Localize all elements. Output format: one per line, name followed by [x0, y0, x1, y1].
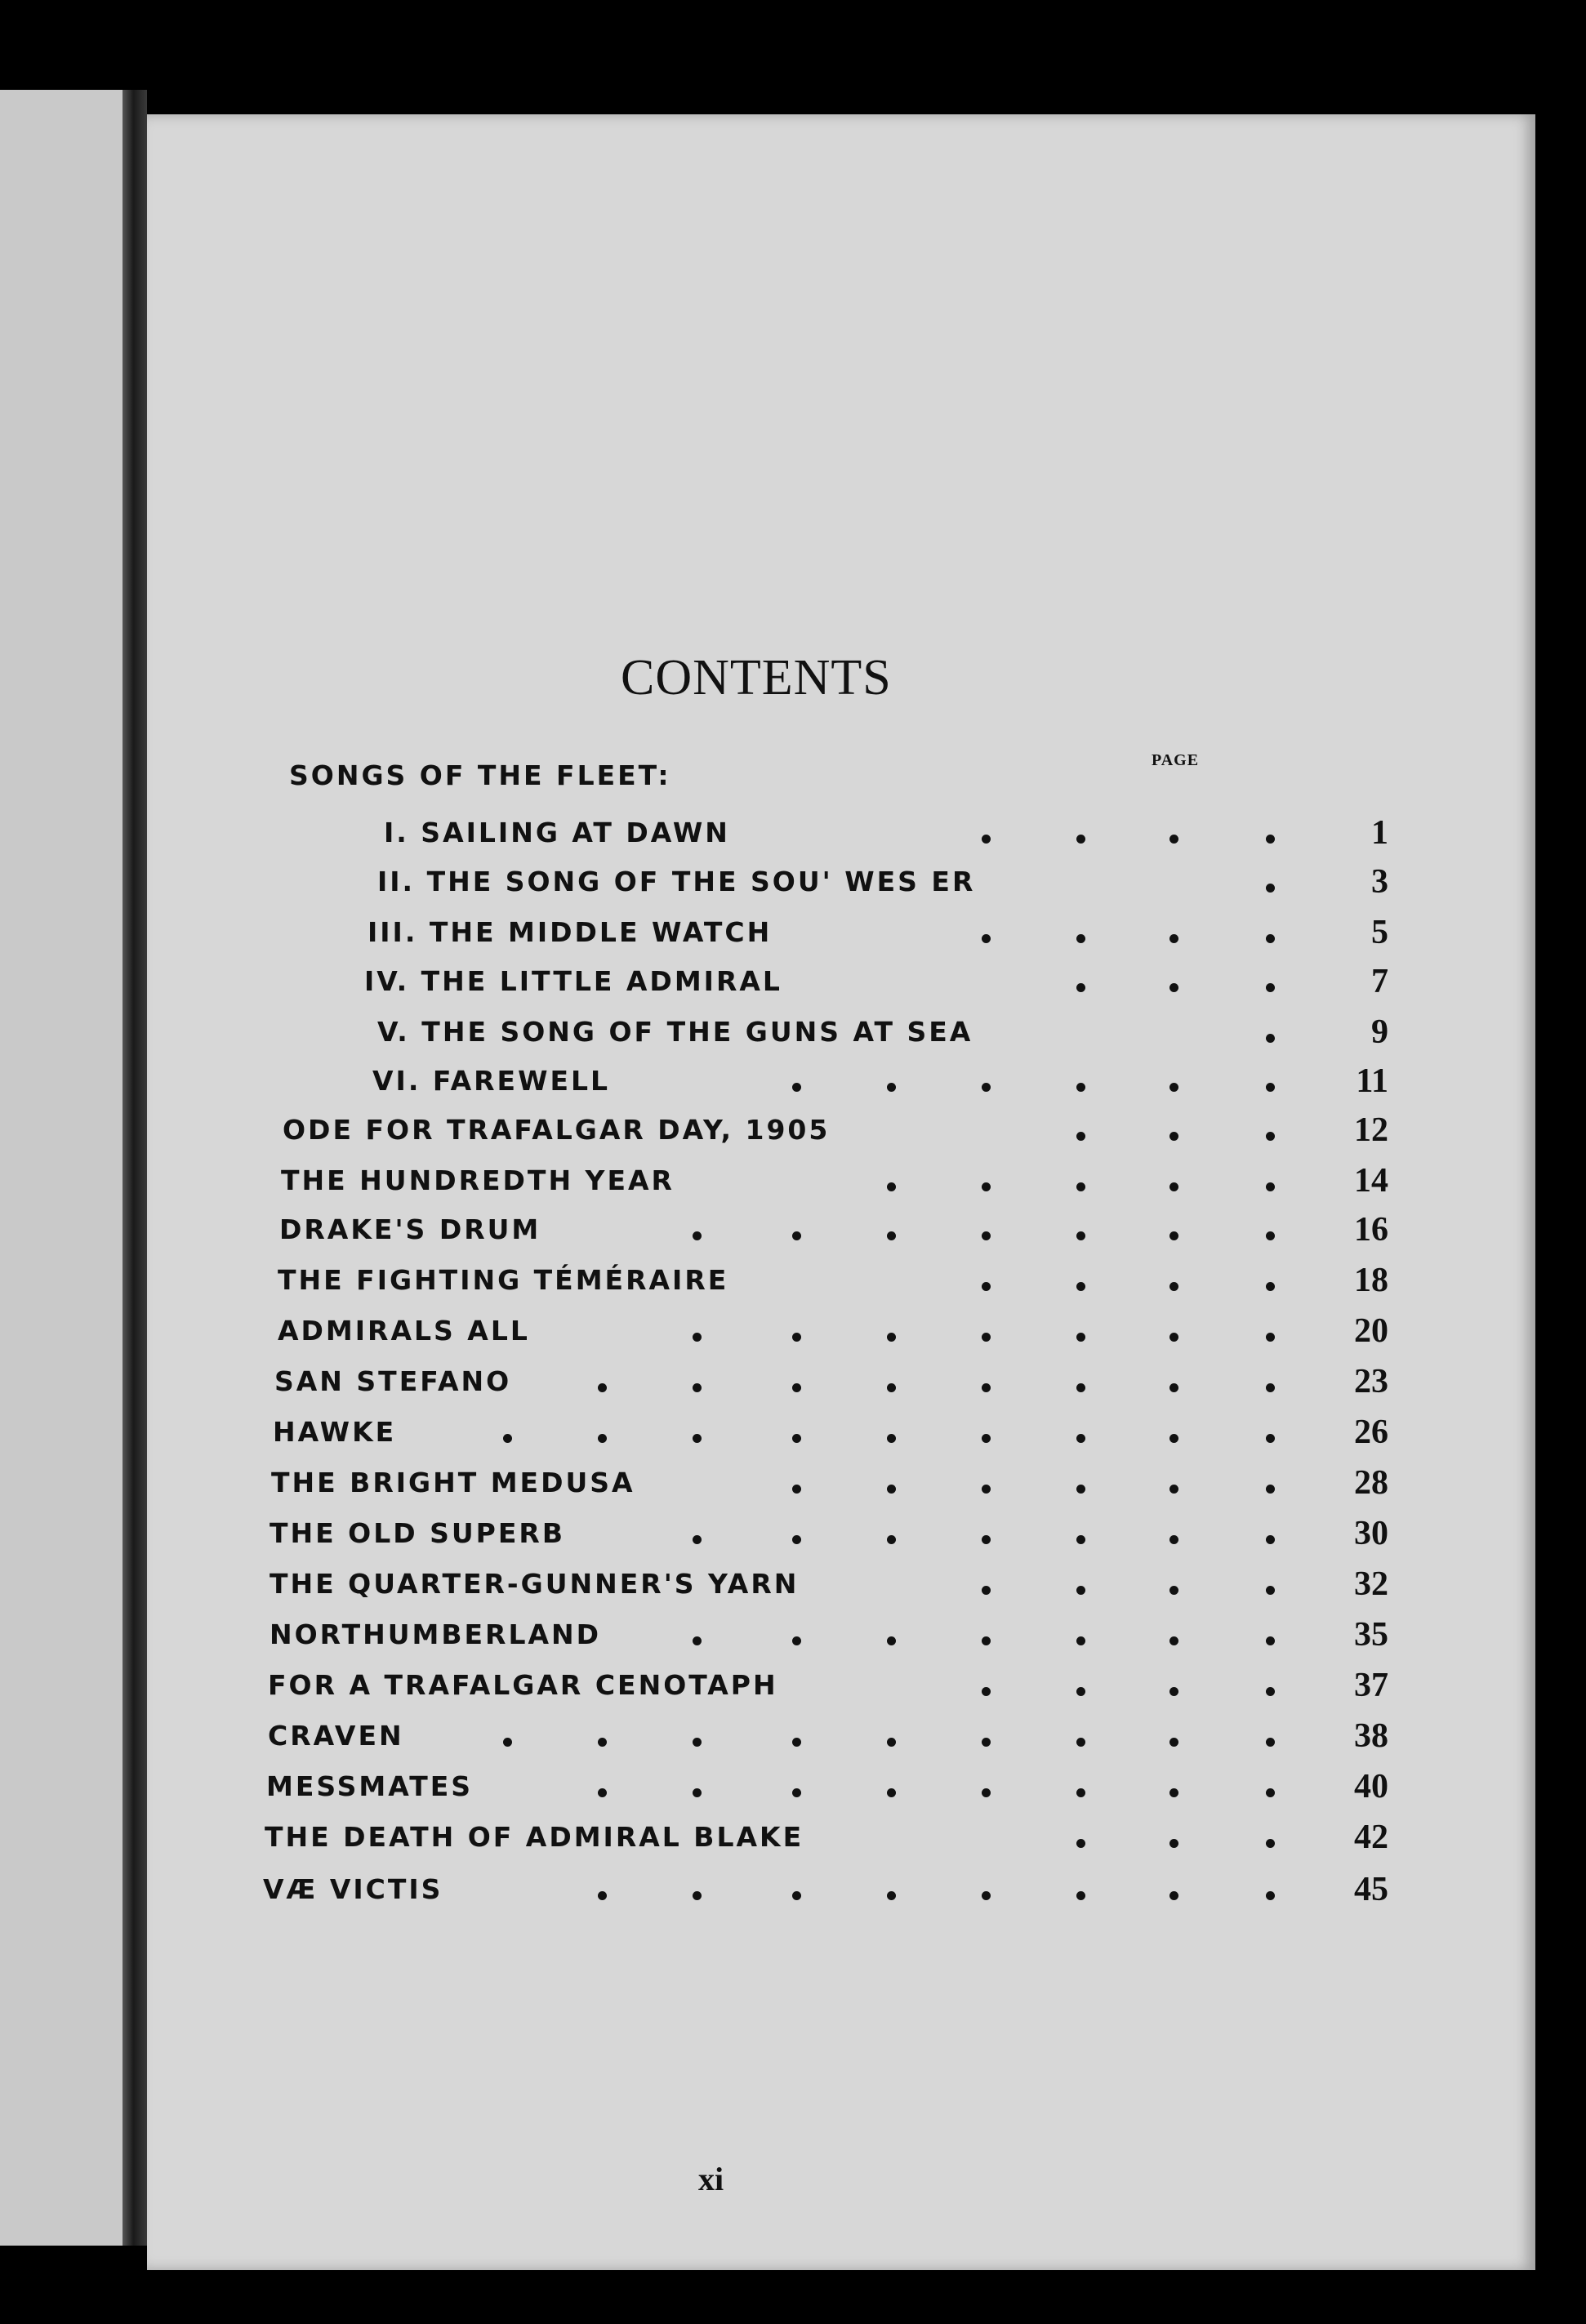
leader-dot — [1266, 1586, 1275, 1595]
leader-dot — [1076, 934, 1085, 943]
toc-entry — [147, 916, 1388, 962]
leader-dot — [1266, 1535, 1275, 1544]
book-spine — [123, 90, 147, 2246]
leader-dot — [887, 1231, 896, 1240]
leader-dot — [982, 1738, 991, 1747]
leader-dot — [693, 1891, 702, 1900]
toc-entry-title: DRAKE'S DRUM — [279, 1213, 541, 1245]
toc-entry-page: 32 — [1354, 1565, 1388, 1603]
leader-dot — [982, 1586, 991, 1595]
toc-entry-page: 30 — [1354, 1515, 1388, 1552]
leader-dot — [1076, 835, 1085, 844]
toc-entry-title: ADMIRALS ALL — [278, 1315, 530, 1347]
leader-dot — [982, 1485, 991, 1494]
leader-dot — [887, 1182, 896, 1191]
dot-leader — [147, 1065, 1388, 1111]
leader-dot — [693, 1636, 702, 1645]
contents-page — [147, 114, 1535, 2270]
leader-dot — [1266, 1282, 1275, 1291]
leader-dot — [1169, 1788, 1178, 1797]
leader-dot — [792, 1434, 801, 1443]
toc-entry-title: HAWKE — [273, 1416, 397, 1448]
leader-dot — [1076, 1083, 1085, 1092]
toc-entry-page: 7 — [1371, 963, 1388, 1000]
toc-entry-page: 37 — [1354, 1667, 1388, 1704]
leader-dot — [1266, 1434, 1275, 1443]
leader-dot — [1169, 1891, 1178, 1900]
leader-dot — [1266, 1839, 1275, 1848]
toc-entry-title: III. THE MIDDLE WATCH — [368, 916, 773, 948]
leader-dot — [1076, 1636, 1085, 1645]
leader-dot — [887, 1333, 896, 1342]
toc-entry — [147, 965, 1388, 1011]
leader-dot — [982, 1891, 991, 1900]
leader-dot — [693, 1535, 702, 1544]
toc-entry-page: 28 — [1354, 1464, 1388, 1502]
leader-dot — [792, 1485, 801, 1494]
leader-dot — [792, 1535, 801, 1544]
leader-dot — [1169, 1182, 1178, 1191]
leader-dot — [1076, 1687, 1085, 1696]
leader-dot — [598, 1891, 607, 1900]
leader-dot — [1076, 1231, 1085, 1240]
leader-dot — [887, 1636, 896, 1645]
toc-entry-title: IV. THE LITTLE ADMIRAL — [364, 965, 782, 997]
leader-dot — [887, 1485, 896, 1494]
toc-entry-title: SAN STEFANO — [274, 1365, 512, 1397]
leader-dot — [1266, 1738, 1275, 1747]
leader-dot — [1266, 835, 1275, 844]
leader-dot — [1076, 1586, 1085, 1595]
leader-dot — [887, 1788, 896, 1797]
leader-dot — [792, 1231, 801, 1240]
page-title: CONTENTS — [621, 650, 892, 706]
leader-dot — [887, 1535, 896, 1544]
toc-entry-page: 9 — [1371, 1013, 1388, 1051]
leader-dot — [1169, 1586, 1178, 1595]
toc-entry — [147, 1111, 1388, 1160]
leader-dot — [887, 1434, 896, 1443]
leader-dot — [1266, 1636, 1275, 1645]
leader-dot — [1076, 1839, 1085, 1848]
leader-dot — [693, 1383, 702, 1392]
leader-dot — [1076, 983, 1085, 992]
leader-dot — [1169, 934, 1178, 943]
toc-entry-page: 26 — [1354, 1414, 1388, 1451]
toc-entry-page: 16 — [1354, 1211, 1388, 1249]
leader-dot — [982, 835, 991, 844]
toc-entry-page: 20 — [1354, 1312, 1388, 1350]
leader-dot — [1169, 1132, 1178, 1141]
toc-entry-page: 12 — [1354, 1111, 1388, 1149]
leader-dot — [1169, 1687, 1178, 1696]
leader-dot — [792, 1383, 801, 1392]
toc-entry-page: 1 — [1371, 814, 1388, 852]
leader-dot — [1076, 1383, 1085, 1392]
section-heading: SONGS OF THE FLEET: — [289, 759, 671, 791]
leader-dot — [1169, 1738, 1178, 1747]
leader-dot — [1169, 1485, 1178, 1494]
page-folio: xi — [698, 2161, 724, 2197]
page-column-heading: PAGE — [1152, 751, 1200, 769]
toc-entry-page: 42 — [1354, 1819, 1388, 1856]
leader-dot — [887, 1738, 896, 1747]
leader-dot — [598, 1383, 607, 1392]
toc-entry — [147, 1365, 1388, 1411]
leader-dot — [792, 1788, 801, 1797]
toc-entry-page: 40 — [1354, 1768, 1388, 1805]
toc-entry-title: THE BRIGHT MEDUSA — [271, 1467, 635, 1498]
toc-entry-title: MESSMATES — [266, 1770, 474, 1802]
leader-dot — [1076, 1535, 1085, 1544]
leader-dot — [887, 1891, 896, 1900]
leader-dot — [982, 1231, 991, 1240]
toc-entry-page: 38 — [1354, 1717, 1388, 1755]
leader-dot — [1169, 983, 1178, 992]
leader-dot — [982, 1083, 991, 1092]
toc-entry — [147, 1164, 1388, 1210]
leader-dot — [693, 1788, 702, 1797]
left-page-edge — [0, 90, 123, 2246]
leader-dot — [598, 1788, 607, 1797]
toc-entry — [147, 1821, 1388, 1867]
toc-entry — [147, 1717, 1388, 1765]
leader-dot — [1169, 1434, 1178, 1443]
leader-dot — [982, 1182, 991, 1191]
leader-dot — [1169, 1839, 1178, 1848]
leader-dot — [982, 1687, 991, 1696]
leader-dot — [982, 1383, 991, 1392]
leader-dot — [598, 1434, 607, 1443]
leader-dot — [1266, 934, 1275, 943]
leader-dot — [693, 1231, 702, 1240]
leader-dot — [792, 1738, 801, 1747]
leader-dot — [693, 1434, 702, 1443]
leader-dot — [1266, 1333, 1275, 1342]
leader-dot — [503, 1738, 512, 1747]
leader-dot — [792, 1083, 801, 1092]
toc-entry — [147, 1669, 1388, 1715]
leader-dot — [1169, 1282, 1178, 1291]
leader-dot — [1266, 1083, 1275, 1092]
leader-dot — [982, 1788, 991, 1797]
toc-entry — [147, 1013, 1388, 1062]
toc-entry-title: VÆ VICTIS — [263, 1873, 443, 1905]
leader-dot — [1266, 1182, 1275, 1191]
leader-dot — [598, 1738, 607, 1747]
leader-dot — [1266, 884, 1275, 893]
toc-entry — [147, 1464, 1388, 1512]
toc-entry-title: THE DEATH OF ADMIRAL BLAKE — [265, 1821, 804, 1853]
leader-dot — [1169, 1231, 1178, 1240]
toc-entry — [147, 1062, 1388, 1111]
leader-dot — [1076, 1891, 1085, 1900]
toc-entry-page: 11 — [1356, 1062, 1388, 1100]
leader-dot — [1266, 1788, 1275, 1797]
leader-dot — [1266, 1034, 1275, 1043]
leader-dot — [693, 1738, 702, 1747]
leader-dot — [1076, 1182, 1085, 1191]
toc-entry — [147, 1213, 1388, 1259]
toc-entry-title: VI. FAREWELL — [372, 1065, 611, 1097]
toc-entry-page: 35 — [1354, 1616, 1388, 1654]
leader-dot — [982, 934, 991, 943]
toc-entry — [147, 814, 1388, 862]
toc-entry-page: 5 — [1371, 914, 1388, 951]
leader-dot — [1169, 1535, 1178, 1544]
leader-dot — [1076, 1485, 1085, 1494]
toc-entry-title: FOR A TRAFALGAR CENOTAPH — [268, 1669, 778, 1701]
leader-dot — [982, 1535, 991, 1544]
toc-entry-title: NORTHUMBERLAND — [270, 1618, 602, 1650]
leader-dot — [792, 1636, 801, 1645]
toc-entry — [147, 1873, 1388, 1919]
toc-entry-page: 3 — [1371, 863, 1388, 901]
toc-entry-title: I. SAILING AT DAWN — [384, 817, 730, 848]
toc-entry-title: THE FIGHTING TÉMÉRAIRE — [278, 1264, 729, 1296]
leader-dot — [1169, 1083, 1178, 1092]
leader-dot — [1266, 1383, 1275, 1392]
leader-dot — [1169, 835, 1178, 844]
toc-entry-title: V. THE SONG OF THE GUNS AT SEA — [377, 1016, 973, 1048]
leader-dot — [1076, 1738, 1085, 1747]
toc-entry-title: THE QUARTER-GUNNER'S YARN — [270, 1568, 800, 1600]
leader-dot — [1266, 1132, 1275, 1141]
leader-dot — [1076, 1282, 1085, 1291]
toc-entry-title: II. THE SONG OF THE SOU' WES ER — [377, 866, 976, 897]
toc-entry — [147, 863, 1388, 911]
leader-dot — [693, 1333, 702, 1342]
leader-dot — [982, 1434, 991, 1443]
toc-entry-title: THE OLD SUPERB — [270, 1517, 565, 1549]
toc-entry-page: 23 — [1354, 1363, 1388, 1400]
toc-entry — [147, 1565, 1388, 1614]
leader-dot — [1076, 1434, 1085, 1443]
toc-entry-page: 45 — [1354, 1871, 1388, 1908]
toc-entry — [147, 1517, 1388, 1563]
leader-dot — [1076, 1333, 1085, 1342]
leader-dot — [982, 1333, 991, 1342]
leader-dot — [1266, 1485, 1275, 1494]
leader-dot — [1266, 1891, 1275, 1900]
leader-dot — [1076, 1788, 1085, 1797]
toc-entry-title: CRAVEN — [268, 1720, 404, 1752]
leader-dot — [1169, 1383, 1178, 1392]
leader-dot — [1169, 1636, 1178, 1645]
leader-dot — [1169, 1333, 1178, 1342]
toc-entry — [147, 1618, 1388, 1664]
toc-entry — [147, 1770, 1388, 1816]
toc-entry — [147, 1264, 1388, 1310]
leader-dot — [792, 1333, 801, 1342]
toc-entry-title: THE HUNDREDTH YEAR — [281, 1164, 675, 1196]
toc-entry-page: 14 — [1354, 1162, 1388, 1200]
leader-dot — [1076, 1132, 1085, 1141]
dot-leader — [147, 817, 1388, 862]
toc-entry — [147, 1312, 1388, 1360]
leader-dot — [1266, 1231, 1275, 1240]
leader-dot — [1266, 1687, 1275, 1696]
leader-dot — [792, 1891, 801, 1900]
toc-entry-page: 18 — [1354, 1262, 1388, 1299]
leader-dot — [887, 1083, 896, 1092]
leader-dot — [887, 1383, 896, 1392]
toc-entry — [147, 1416, 1388, 1462]
leader-dot — [503, 1434, 512, 1443]
leader-dot — [982, 1282, 991, 1291]
toc-entry-title: ODE FOR TRAFALGAR DAY, 1905 — [283, 1114, 831, 1146]
leader-dot — [1266, 983, 1275, 992]
leader-dot — [982, 1636, 991, 1645]
